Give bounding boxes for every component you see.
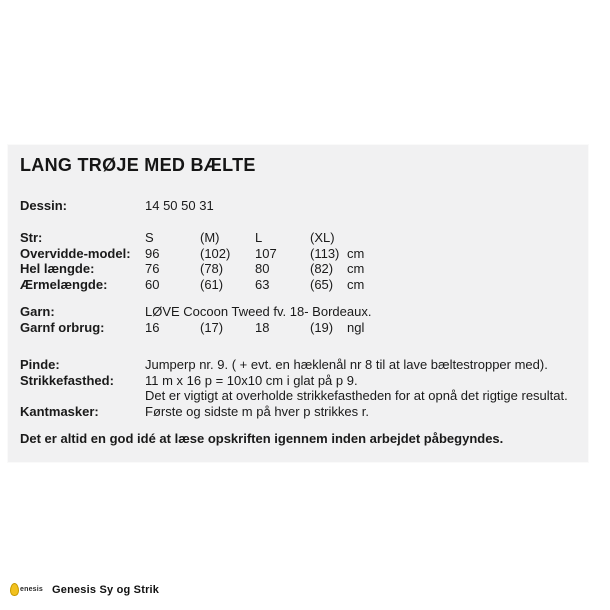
row-value: (113) — [310, 245, 340, 261]
pinde-row — [20, 357, 582, 373]
row-value: (61) — [200, 276, 224, 292]
garn-value: LØVE Cocoon Tweed fv. 18- Bordeaux. — [145, 304, 372, 319]
row-value: 96 — [145, 245, 160, 261]
logo-text: enesis — [20, 586, 43, 593]
row-value: 60 — [145, 276, 160, 292]
row-unit: cm — [347, 261, 365, 276]
needles-section — [20, 357, 582, 419]
advice-line: Det er altid en god idé at læse opskriften igennem inden arbejdet påbegyndes. — [20, 431, 504, 446]
pinde-label: Pinde: — [20, 357, 60, 372]
yarn-section — [20, 304, 582, 335]
row-value: 80 — [255, 261, 270, 276]
edge-row — [20, 404, 582, 420]
size-table — [20, 230, 582, 292]
row-value: 76 — [145, 261, 160, 276]
size-col-l: L — [255, 230, 263, 245]
table-row — [20, 261, 582, 277]
row-label: Hel længde: — [20, 261, 95, 276]
dessin-row — [20, 198, 582, 214]
size-table-header — [20, 230, 582, 246]
row-value: (78) — [200, 261, 224, 276]
gauge-label: Strikkefasthed: — [20, 372, 114, 388]
table-row — [20, 277, 582, 293]
gauge-note: Det er vigtigt at overholde strikkefastheden for at opnå det rigtige resultat. — [145, 388, 568, 403]
gauge-note-row — [20, 388, 582, 404]
usage-value: 16 — [145, 319, 160, 335]
footer — [10, 583, 159, 596]
usage-unit: ngl — [347, 319, 365, 335]
dessin-section — [20, 198, 582, 214]
gauge-value: 11 m x 16 p = 10x10 cm i glat på p 9. — [145, 372, 358, 388]
dessin-label: Dessin: — [20, 198, 67, 213]
brand-name: Genesis Sy og Strik — [52, 583, 160, 596]
usage-value: (17) — [200, 319, 224, 335]
row-unit: cm — [347, 245, 365, 261]
size-col-m: (M) — [200, 230, 220, 245]
row-value: 63 — [255, 276, 270, 292]
edge-label: Kantmasker: — [20, 403, 99, 419]
gauge-row — [20, 373, 582, 389]
size-header-label: Str: — [20, 230, 43, 245]
row-value: (82) — [310, 261, 334, 276]
size-col-xl: (XL) — [310, 230, 335, 245]
size-col-s: S — [145, 230, 154, 245]
gauge-note-spacer — [20, 388, 145, 404]
pinde-value: Jumperp nr. 9. ( + evt. en hæklenål nr 8 til at lave bæltestropper med). — [145, 357, 548, 372]
lamp-icon — [10, 583, 19, 596]
usage-value: 18 — [255, 319, 270, 335]
edge-value: Første og sidste m på hver p strikkes r. — [145, 403, 369, 419]
scanned-pattern-page — [8, 145, 588, 462]
row-label: Ærmelængde: — [20, 276, 108, 292]
row-unit: cm — [347, 276, 365, 292]
page-title: LANG TRØJE MED BÆLTE — [20, 155, 256, 175]
row-value: 107 — [255, 245, 277, 261]
genesis-logo — [10, 583, 43, 596]
row-value: (102) — [200, 245, 231, 261]
garn-label: Garn: — [20, 304, 55, 319]
garn-row — [20, 304, 582, 320]
dessin-value: 14 50 50 31 — [145, 198, 214, 213]
row-label: Overvidde-model: — [20, 245, 131, 261]
usage-label: Garnf orbrug: — [20, 319, 105, 335]
garn-usage-row — [20, 320, 582, 336]
usage-value: (19) — [310, 319, 334, 335]
table-row — [20, 246, 582, 262]
row-value: (65) — [310, 276, 334, 292]
size-header-unit — [347, 230, 582, 246]
